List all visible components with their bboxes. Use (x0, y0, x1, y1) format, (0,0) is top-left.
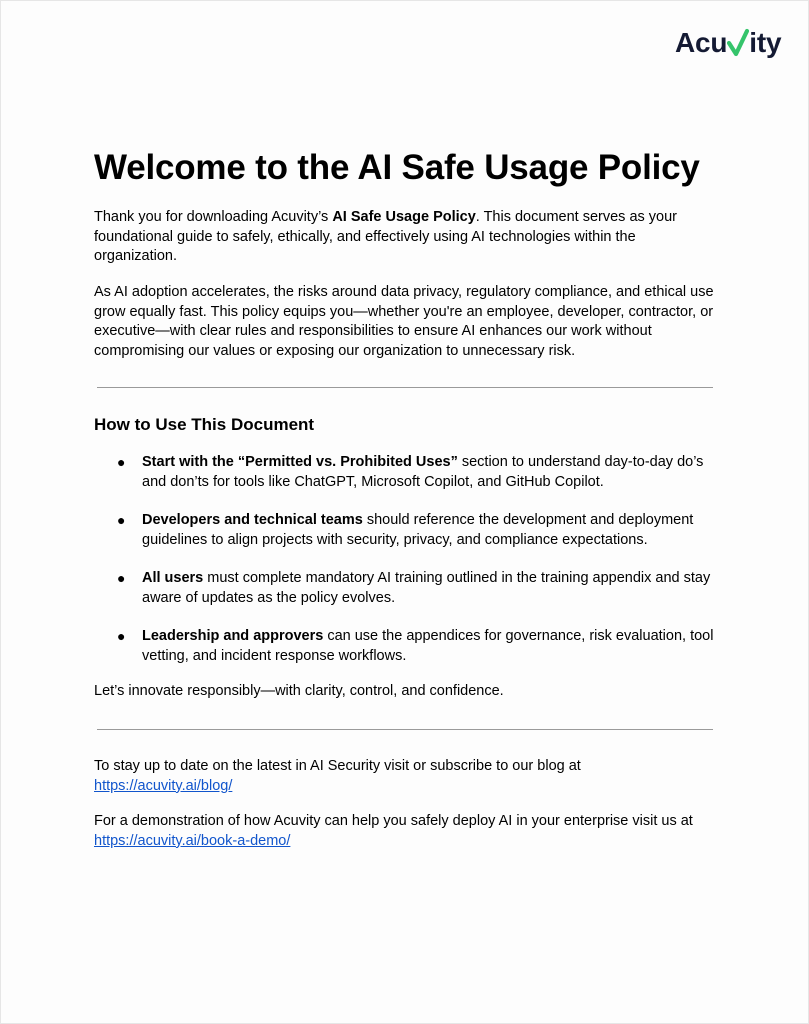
bullet-item (94, 627, 719, 685)
check-icon (728, 27, 748, 59)
usage-bullet-list (94, 453, 719, 685)
bullet-bold: Start with the “Permitted vs. Prohibited Uses” (142, 454, 458, 470)
bullet-bold: Developers and technical teams (142, 512, 363, 528)
bullet-bold: Leadership and approvers (142, 628, 324, 644)
intro-p1-before: Thank you for downloading Acuvity’s (94, 209, 333, 225)
bullet-item (94, 569, 719, 627)
closing-line: Let’s innovate responsibly—with clarity, control, and confidence. (94, 683, 504, 699)
page-title: Welcome to the AI Safe Usage Policy (94, 148, 700, 187)
divider (97, 729, 713, 730)
demo-link[interactable]: https://acuvity.ai/book-a-demo/ (94, 832, 291, 849)
demo-paragraph (94, 812, 719, 851)
blog-text: To stay up to date on the latest in AI Security visit or subscribe to our blog at (94, 758, 581, 774)
bullet-item (94, 453, 719, 511)
bullet-bold: All users (142, 570, 204, 586)
intro-p1-bold: AI Safe Usage Policy (332, 209, 476, 225)
blog-paragraph (94, 757, 719, 796)
bullet-text: can use the appendices for governance, risk evaluation, tool vetting, and incident response workflows. (142, 628, 714, 664)
intro-paragraph-1 (94, 208, 719, 267)
logo-text-end: ity (749, 27, 782, 58)
bullet-text: section to understand day-to-day do’s and don’ts for tools like ChatGPT, Microsoft Copilot, and GitHub Copilot. (142, 454, 704, 490)
blog-link[interactable]: https://acuvity.ai/blog/ (94, 777, 233, 794)
logo-text-start: Acu (675, 27, 728, 58)
intro-p1-after: . This document serves as your foundational guide to safely, ethically, and effectively using AI technologies within the organization. (94, 209, 677, 264)
bullet-dot-icon: ● (117, 512, 126, 528)
bullet-text: must complete mandatory AI training outlined in the training appendix and stay aware of updates as the policy evolves. (142, 570, 711, 606)
intro-paragraph-2: As AI adoption accelerates, the risks around data privacy, regulatory compliance, and ethical use grow equally fast. This policy equips you—whether you're an employee, developer, contractor, or executive—with clear rules and responsibilities to ensure AI enhances our work without compromising our values or exposing our organization to unnecessary risk. (94, 284, 714, 359)
bullet-dot-icon: ● (117, 628, 126, 644)
acuvity-logo (675, 27, 781, 59)
bullet-item (94, 511, 719, 569)
divider (97, 387, 713, 388)
bullet-dot-icon: ● (117, 454, 126, 470)
bullet-text: should reference the development and deployment guidelines to align projects with security, privacy, and compliance expectations. (142, 512, 694, 548)
section-heading: How to Use This Document (94, 415, 315, 434)
bullet-dot-icon: ● (117, 570, 126, 586)
demo-text: For a demonstration of how Acuvity can help you safely deploy AI in your enterprise visit us at (94, 813, 693, 829)
